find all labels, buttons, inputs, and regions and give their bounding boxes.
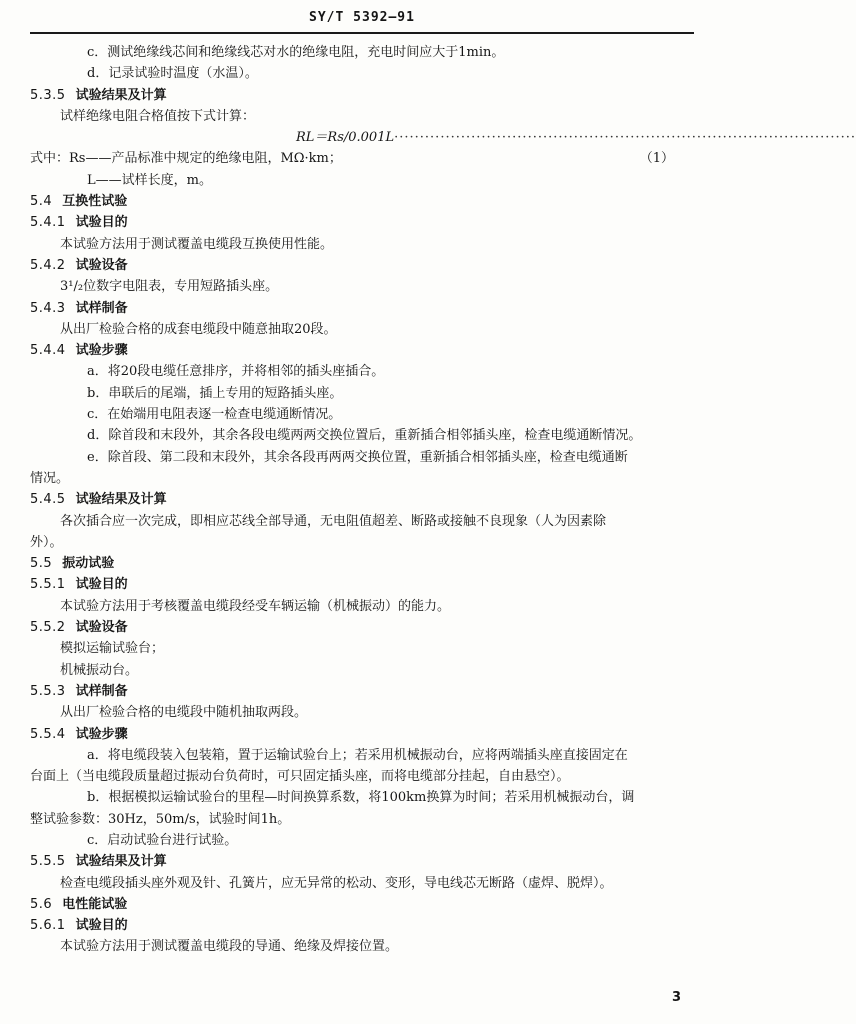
paragraph-line: 本试验方法用于考核覆盖电缆段经受车辆运输（机械振动）的能力。 bbox=[60, 598, 451, 614]
section-number: 5.3.5 bbox=[30, 87, 66, 103]
header-rule bbox=[30, 32, 694, 34]
paragraph-line: 各次插合应一次完成，即相应芯线全部导通，无电阻值超差、断路或接触不良现象（人为因素除 bbox=[60, 513, 607, 529]
section-number: 5.5.5 bbox=[30, 854, 66, 870]
section-title: 试验设备 bbox=[75, 620, 128, 636]
section-number: 5.6.1 bbox=[30, 918, 66, 934]
paragraph-line: 从出厂检验合格的成套电缆段中随意抽取20段。 bbox=[60, 321, 337, 337]
section-title: 试验结果及计算 bbox=[75, 87, 167, 103]
paragraph-line: 式中：Rs——产品标准中规定的绝缘电阻，MΩ·km； bbox=[30, 151, 342, 167]
paragraph-line: 台面上（当电缆段质量超过振动台负荷时，可只固定插头座，而将电缆部分挂起，自由悬空）。 bbox=[30, 769, 570, 785]
section-number: 5.4.3 bbox=[30, 300, 66, 316]
section-title: 电性能试验 bbox=[62, 896, 128, 912]
list-item: d．记录试验时温度（水温）。 bbox=[87, 66, 258, 82]
section-heading bbox=[30, 617, 690, 638]
paragraph-line: 模拟运输试验台； bbox=[60, 641, 165, 657]
section-title: 试样制备 bbox=[75, 683, 128, 699]
section-number: 5.5.2 bbox=[30, 620, 66, 636]
section-title: 试验目的 bbox=[75, 215, 128, 231]
page-number: 3 bbox=[672, 990, 682, 1005]
leader-dots: ·························································································· bbox=[394, 130, 856, 146]
section-title: 试样制备 bbox=[75, 300, 128, 316]
list-item: d．除首段和末段外，其余各段电缆两两交换位置后，重新插合相邻插头座，检查电缆通断情况。 bbox=[87, 428, 642, 444]
section-heading bbox=[30, 681, 690, 702]
list-item: a．将20段电缆任意排序，并将相邻的插头座插合。 bbox=[87, 364, 385, 380]
section-heading bbox=[30, 574, 690, 595]
section-heading bbox=[30, 340, 690, 361]
paragraph-line: 整试验参数：30Hz，50m/s，试验时间1h。 bbox=[30, 811, 291, 827]
section-heading bbox=[30, 894, 690, 915]
section-title: 试验步骤 bbox=[75, 343, 128, 359]
paragraph-line: 本试验方法用于测试覆盖电缆段的导通、绝缘及焊接位置。 bbox=[60, 939, 399, 955]
section-title: 试验设备 bbox=[75, 257, 128, 273]
section-title: 试验结果及计算 bbox=[75, 854, 167, 870]
formula-expression: RL＝Rs/0.001L bbox=[296, 130, 395, 146]
section-number: 5.5.4 bbox=[30, 726, 66, 742]
list-item: b．串联后的尾端，插上专用的短路插头座。 bbox=[87, 385, 343, 401]
paragraph-line: 试样绝缘电阻合格值按下式计算： bbox=[60, 108, 256, 124]
section-title: 互换性试验 bbox=[62, 194, 128, 210]
section-number: 5.4.5 bbox=[30, 492, 66, 508]
section-heading bbox=[30, 915, 690, 936]
list-item: c．在始端用电阻表逐一检查电缆通断情况。 bbox=[87, 407, 342, 423]
paragraph-line: 3¹/₂位数字电阻表，专用短路插头座。 bbox=[60, 279, 279, 295]
section-title: 试验结果及计算 bbox=[75, 492, 167, 508]
paragraph-line: 情况。 bbox=[30, 470, 70, 486]
section-number: 5.4.2 bbox=[30, 257, 66, 273]
section-title: 试验步骤 bbox=[75, 726, 128, 742]
section-number: 5.5.3 bbox=[30, 683, 66, 699]
section-number: 5.4.1 bbox=[30, 215, 66, 231]
standard-code-header: SY/T 5392—91 bbox=[309, 10, 415, 25]
section-title: 试验目的 bbox=[75, 577, 128, 593]
list-item: c．启动试验台进行试验。 bbox=[87, 832, 238, 848]
paragraph-line: L——试样长度，m。 bbox=[87, 172, 212, 188]
section-number: 5.6 bbox=[30, 896, 53, 912]
section-number: 5.4.4 bbox=[30, 343, 66, 359]
section-title: 振动试验 bbox=[62, 556, 115, 572]
list-item: b．根据模拟运输试验台的里程—时间换算系数，将100km换算为时间；若采用机械振动台，调 bbox=[87, 790, 635, 806]
list-item: c．测试绝缘线芯间和绝缘线芯对水的绝缘电阻，充电时间应大于1min。 bbox=[87, 45, 505, 60]
section-heading bbox=[30, 212, 690, 233]
section-heading bbox=[30, 85, 690, 106]
paragraph-line: 检查电缆段插头座外观及针、孔簧片，应无异常的松动、变形，导电线芯无断路（虚焊、脱焊）。 bbox=[60, 875, 613, 891]
section-heading bbox=[30, 191, 690, 212]
section-heading bbox=[30, 298, 690, 319]
section-title: 试验目的 bbox=[75, 918, 128, 934]
document-body bbox=[30, 42, 856, 958]
formula-number: （1） bbox=[639, 151, 674, 167]
paragraph-line: 从出厂检验合格的电缆段中随机抽取两段。 bbox=[60, 705, 308, 721]
paragraph-line: 机械振动台。 bbox=[60, 662, 139, 678]
section-number: 5.5 bbox=[30, 556, 53, 572]
section-heading bbox=[30, 851, 690, 872]
paragraph-line: 本试验方法用于测试覆盖电缆段互换使用性能。 bbox=[60, 236, 334, 252]
paragraph-line: 外）。 bbox=[30, 534, 63, 550]
section-heading bbox=[30, 489, 690, 510]
section-heading bbox=[30, 553, 690, 574]
section-heading bbox=[30, 724, 690, 745]
list-item: e．除首段、第二段和末段外，其余各段再两两交换位置，重新插合相邻插头座，检查电缆通断 bbox=[87, 449, 628, 465]
section-number: 5.5.1 bbox=[30, 577, 66, 593]
section-heading bbox=[30, 255, 690, 276]
section-number: 5.4 bbox=[30, 194, 53, 210]
list-item: a．将电缆段装入包装箱，置于运输试验台上；若采用机械振动台，应将两端插头座直接固定在 bbox=[87, 747, 628, 763]
